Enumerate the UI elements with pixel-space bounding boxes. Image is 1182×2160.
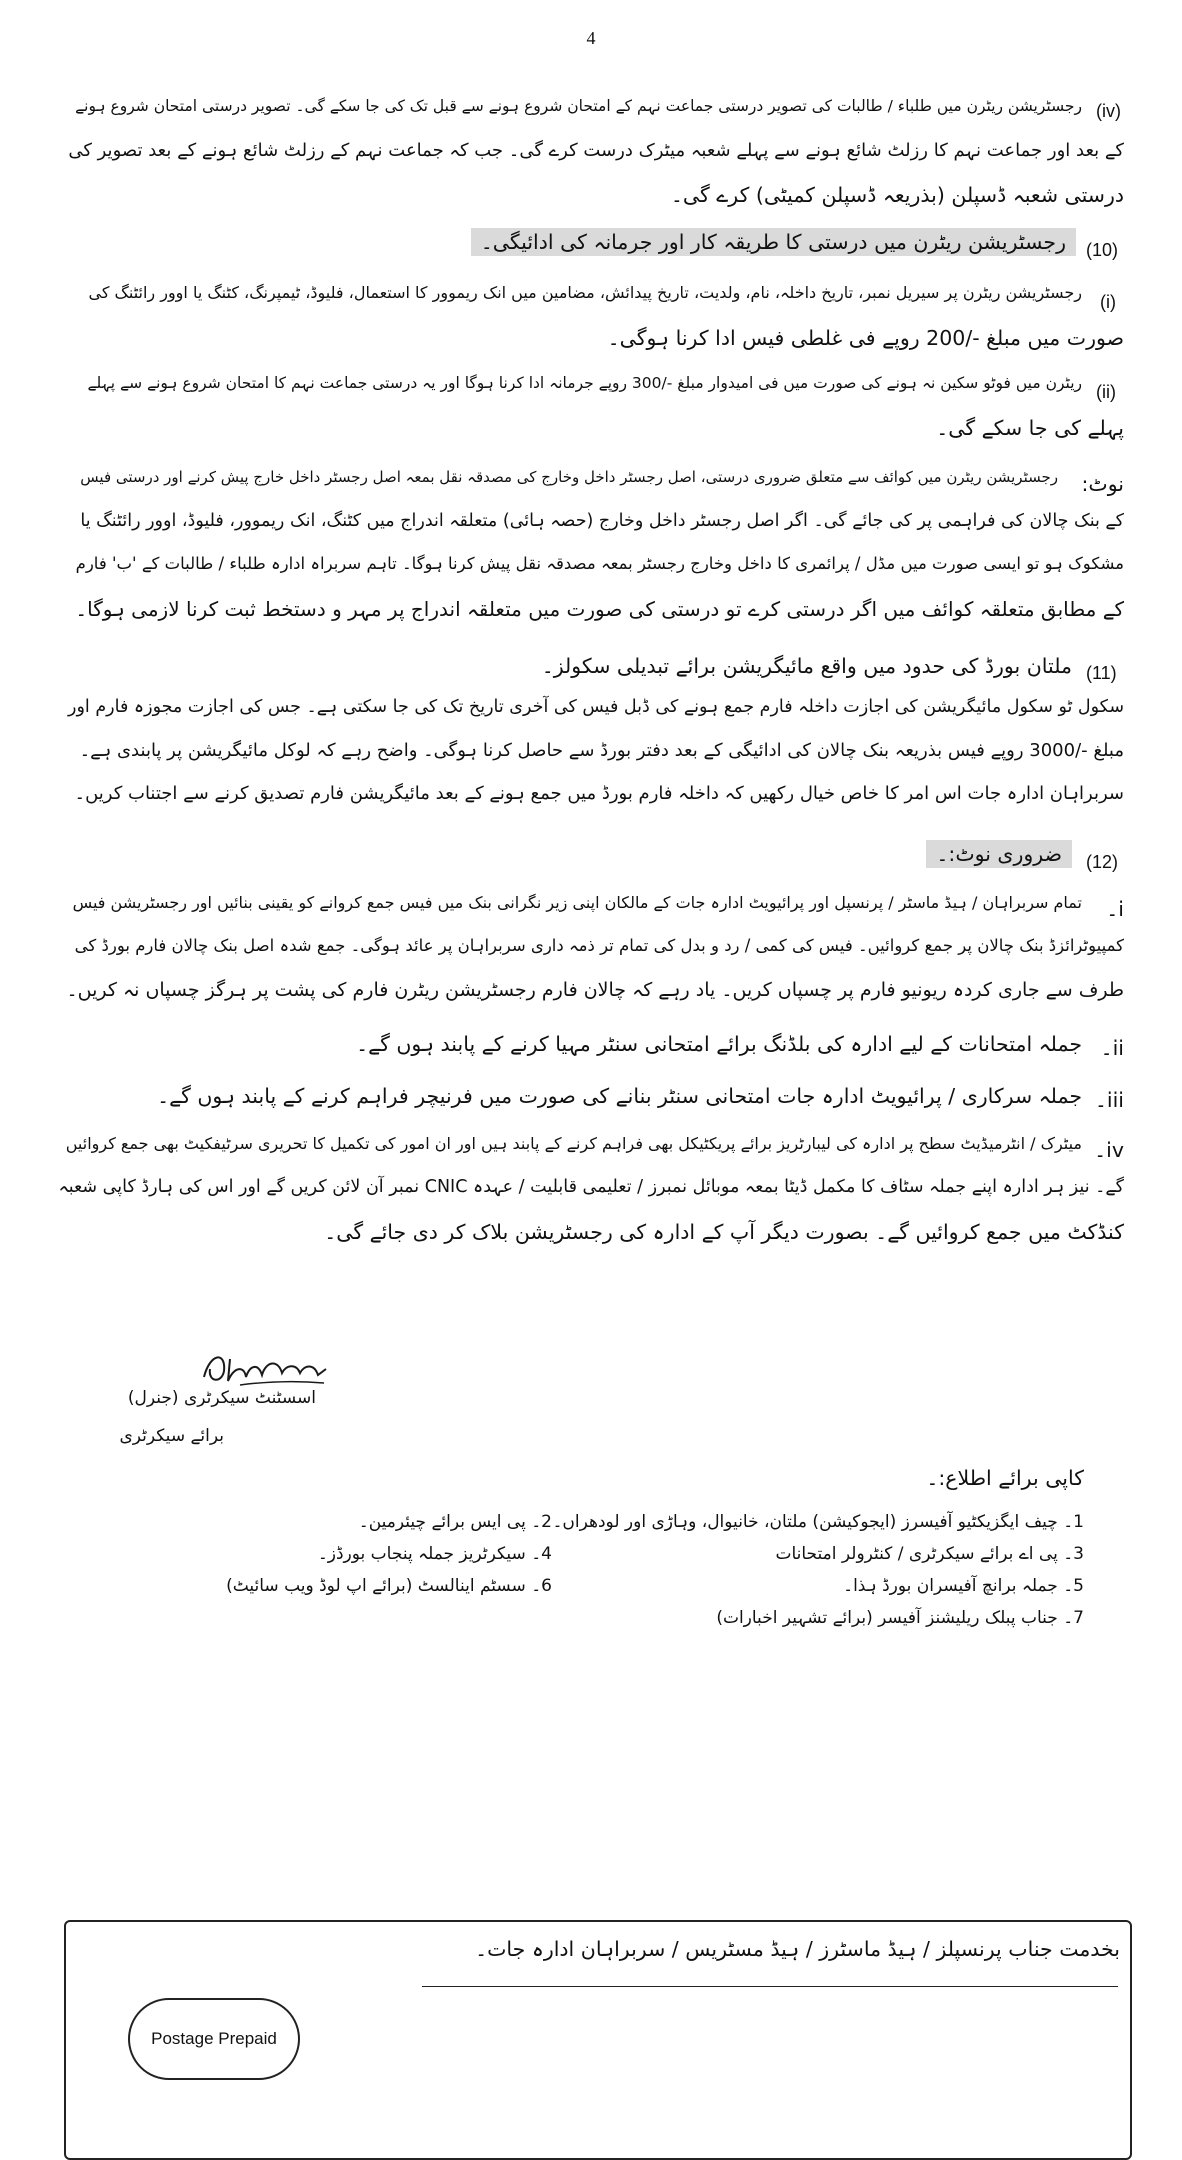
note-line: کے بنک چالان کی فراہمی پر کی جائے گی۔ اگر اصل رجسٹر داخل وخارج (حصہ ہائی) متعلقہ اندراج میں کٹنگ، انک ریموور، فلیوڈ، اوور رائٹنگ یا [80,511,1124,531]
section-11-number: (11) [1086,663,1117,683]
note-line: کے مطابق متعلقہ کوائف میں اگر درستی کرے تو درستی کی صورت میں متعلقہ اندراج پر مہر و دستخط ثبت کرنا لازمی ہوگا۔ [75,597,1124,621]
section-10-ii-line: پہلے کی جا سکے گی۔ [936,416,1124,440]
section-11-line: سربراہان ادارہ جات اس امر کا خاص خیال رکھیں کہ داخلہ فارم بورڈ میں جمع ہونے کے بعد مائیگریشن فارم تصدیق کرنے سے اجتناب کریں۔ [74,783,1124,804]
copy-item: 7۔ جناب پبلک ریلیشنز آفیسر (برائے تشہیر اخبارات) [716,1608,1084,1628]
section-10-heading-text: رجسٹریشن ریٹرن میں درستی کا طریقہ کار اور جرمانہ کی ادائیگی۔ [471,228,1076,256]
section-12-i-line: تمام سربراہان / ہیڈ ماسٹر / پرنسپل اور پرائیویٹ ادارہ جات کے مالکان اپنی زیر نگرانی بنک میں فیس جمع کروانے کو یقینی بنائیں اور رجسٹریشن فیس [72,893,1082,912]
section-12-iii-text: جملہ سرکاری / پرائیویٹ ادارہ جات امتحانی سنٹر بنانے کی صورت میں فرنیچر فراہم کرنے کے پابند ہوں گے۔ [157,1084,1082,1108]
note-line: رجسٹریشن ریٹرن میں کوائف سے متعلق ضروری درستی، اصل رجسٹر داخل وخارج کی مصدقہ نقل بمعہ اصل رجسٹر داخل خارج پیش کرنے اور درستی فیس [80,468,1058,486]
section-11-heading: ملتان بورڈ کی حدود میں واقع مائیگریشن برائے تبدیلی سکولز۔ [541,654,1072,678]
section-12-heading-text: ضروری نوٹ:۔ [926,840,1072,868]
signature-for: برائے سیکرٹری [119,1426,224,1446]
page-number: 4 [586,28,596,48]
section-12-iv-marker: iv۔ [1094,1138,1124,1162]
section-11-line: مبلغ -/3000 روپے فیس بذریعہ بنک چالان کی ادائیگی کے بعد دفتر بورڈ سے حاصل کرنا ہوگی۔ واضح رہے کہ لوکل مائیگریشن پر پابندی ہے۔ [79,740,1124,761]
section-12-iii-marker: iii۔ [1094,1088,1124,1112]
copy-item: 4۔ سیکرٹریز جملہ پنجاب بورڈز۔ [317,1544,552,1564]
copy-item: 6۔ سسٹم اینالسٹ (برائے اپ لوڈ ویب سائیٹ) [226,1576,552,1596]
address-heading: بخدمت جناب پرنسپلز / ہیڈ ماسٹرز / ہیڈ مسٹریس / سربراہان ادارہ جات۔ [475,1937,1120,1961]
section-12-iv-line: میٹرک / انٹرمیڈیٹ سطح پر ادارہ کی لیبارٹریز برائے پریکٹیکل بھی فراہم کرنے کے پابند ہیں اور ان امور کی تکمیل کا تحریری سرٹیفکیٹ بھی جمع کروائیں [65,1134,1082,1153]
copy-item: 2۔ پی ایس برائے چیئرمین۔ [358,1512,552,1532]
section-10-heading [471,230,1076,255]
copy-item: 5۔ جملہ برانچ آفیسران بورڈ ہذا۔ [843,1576,1084,1596]
section-12-number: (12) [1086,852,1119,872]
section-10-ii-marker: (ii) [1096,382,1116,402]
section-12-i-line: طرف سے جاری کردہ ریونیو فارم پر چسپاں کریں۔ یاد رہے کہ چالان فارم رجسٹریشن ریٹرن فارم کی پشت پر ہرگز چسپاں نہ کریں۔ [66,979,1124,1001]
section-12-i-marker: i۔ [1106,897,1124,921]
item-iv-line: درستی شعبہ ڈسپلن (بذریعہ ڈسپلن کمیٹی) کرے گی۔ [670,183,1124,207]
section-12-iv-line: کنڈکٹ میں جمع کروائیں گے۔ بصورت دیگر آپ کے ادارہ کی رجسٹریشن بلاک کر دی جائے گی۔ [324,1220,1124,1244]
item-iv-marker: (iv) [1096,101,1121,121]
handwritten-signature [200,1347,330,1389]
item-iv-line: کے بعد اور جماعت نہم کا رزلٹ شائع ہونے سے پہلے شعبہ میٹرک درست کرے گی۔ جب کہ جماعت نہم کے رزلٹ شائع ہونے کے بعد تصویر کی [68,140,1124,161]
section-10-i-marker: (i) [1100,292,1116,312]
section-10-ii-line: ریٹرن میں فوٹو سکین نہ ہونے کی صورت میں فی امیدوار مبلغ -/300 روپے جرمانہ ادا کرنا ہوگا اور یہ درستی جماعت نہم کا امتحان شروع ہونے سے پہلے [87,374,1082,392]
note-line: مشکوک ہو تو ایسی صورت میں مڈل / پرائمری کا داخل وخارج رجسٹر بمعہ مصدقہ نقل پیش کرنا ہوگا۔ تاہم سربراہ ادارہ طلباء / طالبات کے 'ب' فارم [75,554,1124,573]
address-line [422,1986,1118,1987]
copy-item: 3۔ پی اے برائے سیکرٹری / کنٹرولر امتحانات [775,1544,1084,1564]
section-10-i-line: صورت میں مبلغ -/200 روپے فی غلطی فیس ادا کرنا ہوگی۔ [607,326,1124,350]
section-12-ii-text: جملہ امتحانات کے لیے ادارہ کی بلڈنگ برائے امتحانی سنٹر مہیا کرنے کے پابند ہوں گے۔ [356,1032,1082,1056]
section-12-heading [926,842,1072,867]
section-12-i-line: کمپیوٹرائزڈ بنک چالان پر جمع کروائیں۔ فیس کی کمی / رد و بدل کی تمام تر ذمہ داری سربراہان پر عائد ہوگی۔ جمع شدہ اصل بنک چالان فارم بورڈ کی [74,936,1124,955]
note-marker: نوٹ: [1081,472,1124,496]
signature-title: اسسٹنٹ سیکرٹری (جنرل) [127,1388,316,1408]
copy-item: 1۔ چیف ایگزیکٹیو آفیسرز (ایجوکیشن) ملتان، خانیوال، وہاڑی اور لودھراں۔ [552,1512,1084,1532]
copy-heading: کاپی برائے اطلاع:۔ [926,1466,1084,1490]
section-10-i-line: رجسٹریشن ریٹرن پر سیریل نمبر، تاریخ داخلہ، نام، ولدیت، تاریخ پیدائش، مضامین میں انک ریموور کا استعمال، فلیوڈ، ٹیمپرنگ، کٹنگ یا اوور رائٹنگ کی [88,283,1082,302]
section-12-iv-line: گے۔ نیز ہر ادارہ اپنے جملہ سٹاف کا مکمل ڈیٹا بمعہ موبائل نمبرز / تعلیمی قابلیت / عہدہ CNIC نمبر آن لائن کریں گے اور اس کی ہارڈ کاپی شعبہ [58,1177,1124,1197]
item-iv-line: رجسٹریشن ریٹرن میں طلباء / طالبات کی تصویر درستی جماعت نہم کے امتحان شروع ہونے سے قبل تک کی جا سکے گی۔ تصویر درستی امتحان شروع ہونے [75,97,1082,115]
section-12-ii-marker: ii۔ [1100,1036,1124,1060]
postage-prepaid-stamp: Postage Prepaid [128,1998,300,2080]
section-10-number: (10) [1086,240,1119,260]
section-11-line: سکول ٹو سکول مائیگریشن کی اجازت داخلہ فارم جمع ہونے کی ڈبل فیس کی آخری تاریخ تک کی جا سکتی ہے۔ جس کی اجازت مجوزہ فارم اور [68,697,1124,717]
